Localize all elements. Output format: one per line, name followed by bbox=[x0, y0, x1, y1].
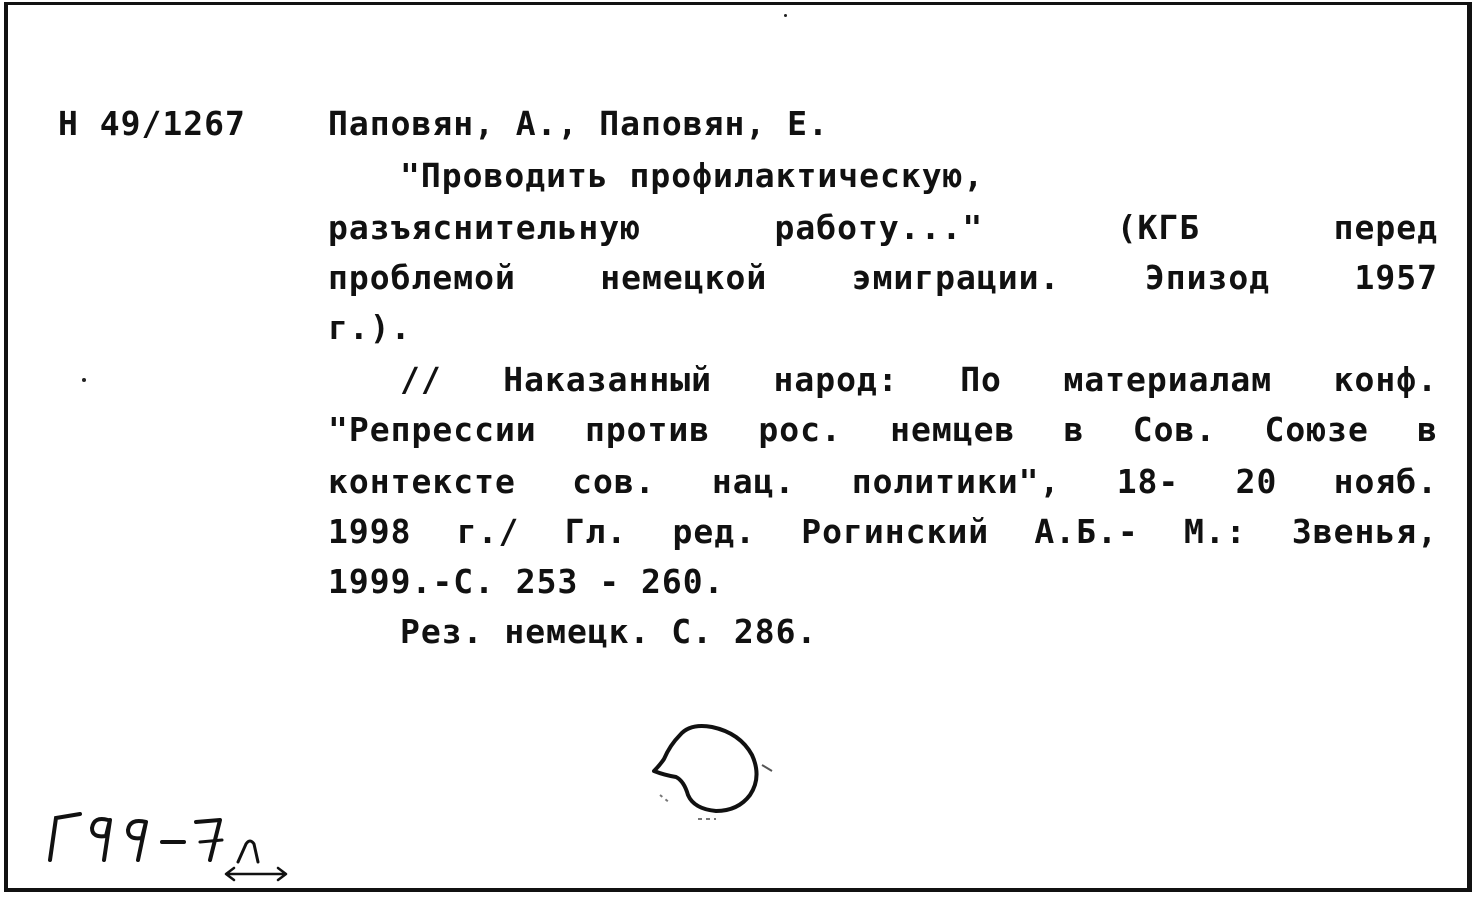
source-line-3: контексте сов. нац. политики", 18- 20 нояб. bbox=[328, 462, 1438, 501]
authors-line: Паповян, А., Паповян, Е. bbox=[328, 104, 829, 143]
ink-speck bbox=[784, 14, 787, 17]
source-line-2: "Репрессии против рос. немцев в Сов. Союзе в bbox=[328, 410, 1438, 449]
title-line-3: проблемой немецкой эмиграции. Эпизод 1957 bbox=[328, 258, 1438, 297]
shelf-mark: Н 49/1267 bbox=[58, 104, 246, 143]
title-line-1: "Проводить профилактическую, bbox=[400, 156, 985, 195]
title-line-4: г.). bbox=[328, 308, 412, 347]
ink-speck bbox=[82, 378, 86, 382]
source-line-1: // Наказанный народ: По материалам конф. bbox=[400, 360, 1438, 399]
source-line-5: 1999.-С. 253 - 260. bbox=[328, 562, 725, 601]
round-stamp-mark bbox=[640, 715, 780, 825]
source-line-4: 1998 г./ Гл. ред. Рогинский А.Б.- М.: Звенья, bbox=[328, 512, 1438, 551]
handwritten-note bbox=[38, 800, 308, 890]
title-line-2: разъяснительную работу..." (КГБ перед bbox=[328, 208, 1438, 247]
summary-line: Рез. немецк. С. 286. bbox=[400, 612, 818, 651]
